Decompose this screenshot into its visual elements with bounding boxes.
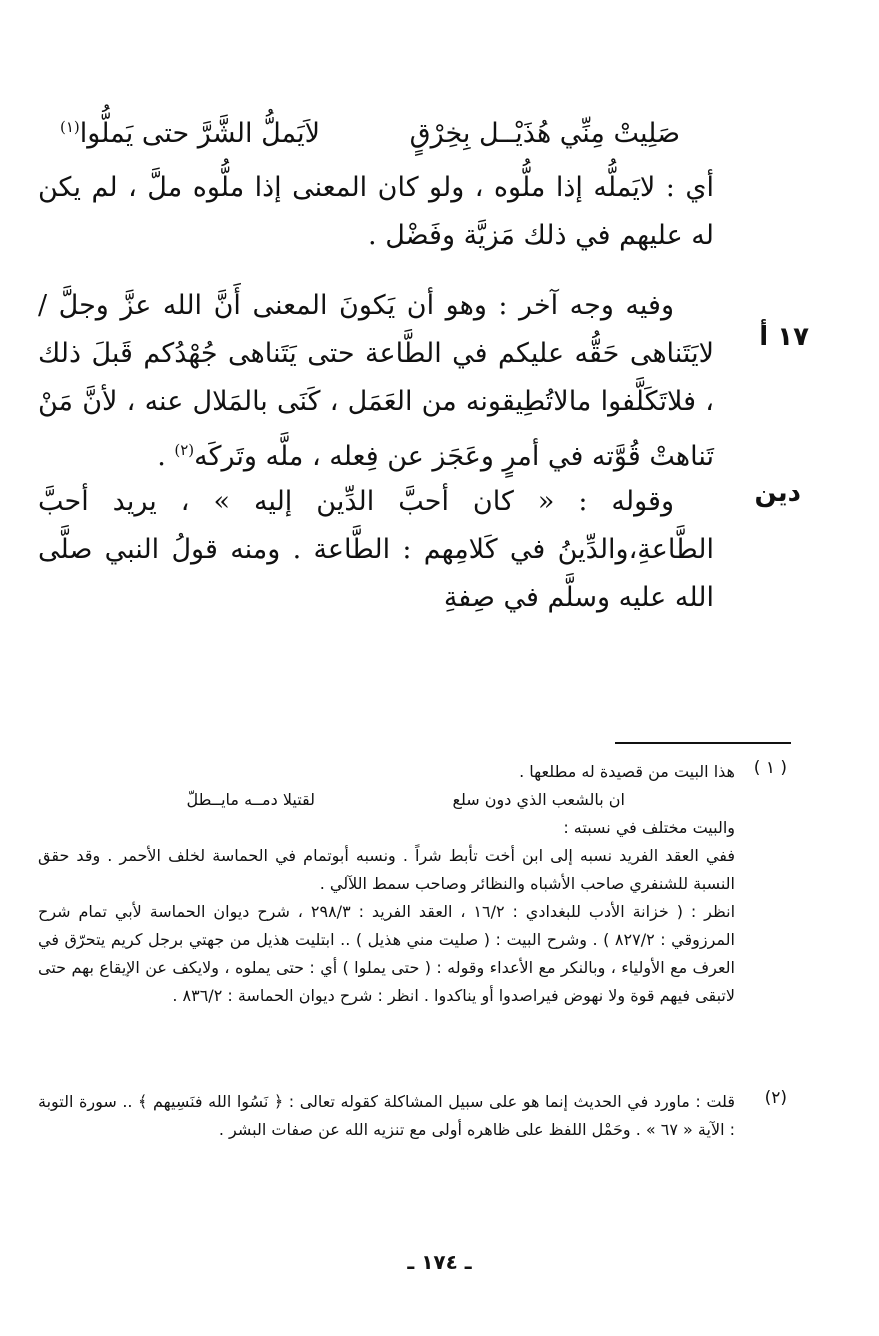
- footnote-1-poem-second-hemistich: لقتيلا دمــه مايــطلّ: [186, 790, 315, 809]
- footnote-number-2: (٢): [764, 1088, 787, 1108]
- footnote-number-1: ( ١ ): [753, 758, 787, 778]
- footnote-marker-1[interactable]: (١): [60, 118, 80, 136]
- footnote-1-intro: هذا البيت من قصيدة له مطلعها .: [519, 762, 735, 781]
- footnote-1-poem-first-hemistich: ان بالشعب الذي دون سلع: [452, 790, 625, 809]
- footnote-marker-2[interactable]: (٢): [174, 441, 195, 459]
- footnote-1: [38, 758, 735, 1010]
- footnote-1-attribution-dispute: والبيت مختلف في نسبته :: [563, 818, 735, 837]
- footnote-separator: [615, 742, 791, 744]
- verse-second-hemistich: [60, 118, 320, 149]
- poetry-verse: [60, 118, 680, 168]
- footnote-1-poem-line: [38, 786, 735, 814]
- paragraph-another-aspect: وفيه وجه آخر : وهو أن يَكونَ المعنى أَنَّ الله عزَّ وجلَّ / لايَتَناهى حَقُّه عليكم في الطَّاعة حتى يَتَناهى جُهْدُكم قَبلَ ذلك ، فلاتَكَلَّفوا مالاتُطِيقونه من العَمَل ، كَنَى بالمَلال عنه ، لأنَّ مَنْ تَناهتْ قُوَّته في أمرٍ وعَجَز عن فِعله ، ملَّه وتَركَه$^{(٢)}$ .: [38, 290, 714, 472]
- paragraph-religion-definition: وقوله : « كان أحبَّ الدِّين إليه » ، يريد أحبَّ الطَّاعةِ،والدِّينُ في كَلامِهم : الطَّاعة . ومنه قولُ النبي صلَّى الله عليه وسلَّم في صِفةِ: [38, 486, 714, 613]
- footnote-1-attribution-sources: ففي العقد الفريد نسبه إلى ابن أخت تأبط شراً . ونسبه أبوتمام في الحماسة لخلف الأحمر . وقد حقق النسبة للشنفري صاحب الأشباه والنظائر وصاحب سمط اللآلي .: [38, 846, 735, 893]
- verse-second-hemistich-text: لاَيَملُّ الشَّرَّ حتى يَملُّوا: [79, 118, 321, 149]
- paragraph-verse-explanation: أي : لايَملُّه إذا ملُّوه ، ولو كان المعنى إذا ملُّوه ملَّ ، لم يكن له عليهم في ذلك مَزيَّة وفَضْل .: [38, 172, 714, 251]
- folio-marker: ١٧ أ: [759, 322, 809, 352]
- page-number: ـ ١٧٤ ـ: [407, 1250, 472, 1274]
- footnote-2: قلت : ماورد في الحديث إنما هو على سبيل المشاكلة كقوله تعالى : ﴿ نَسُوا الله فنَسِيهم ﴾ .. سورة التوبة : الآية « ٦٧ » . وحَمْل اللفظ على ظاهره أولى مع تنزيه الله عن صفات البشر .: [38, 1092, 735, 1139]
- footnote-1-references: انظر : ( خزانة الأدب للبغدادي : ١٦/٢ ، العقد الفريد : ٢٩٨/٣ ، شرح ديوان الحماسة لأبي تمام شرح المرزوقي : ٨٢٧/٢ ) . وشرح البيت : ( صليت مني هذيل ) .. ابتليت هذيل من جهتي برجل كريم يتحرّق في العرف مع الأولياء ، وبالنكر مع الأعداء وقوله : ( حتى يملوا ) أي : حتى يملوه ، ولايكف عن الإيقاع بهم حتى لاتبقى فيهم قوة ولا نهوض فيراصدوا أو يناكدوا . انظر : شرح ديوان الحماسة : ٨٣٦/٢ .: [38, 902, 736, 1005]
- paragraph-another-aspect-text: وفيه وجه آخر : وهو أن يَكونَ المعنى أَنَّ الله عزَّ وجلَّ / لايَتَناهى حَقُّه عليكم في الطَّاعة حتى يَتَناهى جُهْدُكم قَبلَ ذلك ، فلاتَكَلَّفوا مالاتُطِيقونه من العَمَل ، كَنَى بالمَلال عنه ، لأنَّ مَنْ تَناهتْ قُوَّته في أمرٍ وعَجَز عن فِعله ، ملَّه وتَركَه: [38, 290, 714, 472]
- verse-first-hemistich: صَلِيتْ مِنِّي هُذَيْــل بِخِرْقٍ: [409, 118, 680, 149]
- margin-keyword: دين: [754, 478, 801, 508]
